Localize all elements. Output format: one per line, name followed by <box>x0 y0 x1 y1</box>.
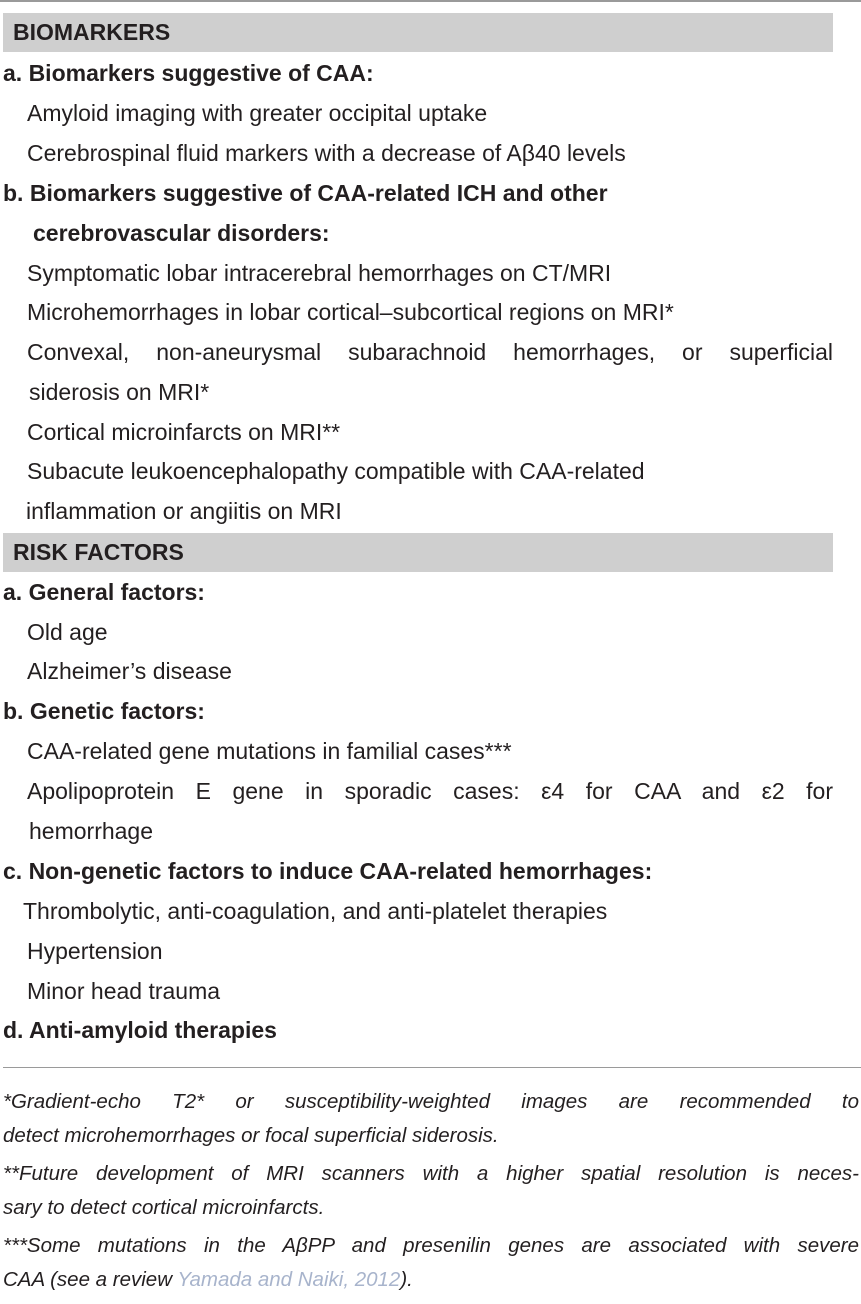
top-rule <box>0 0 861 2</box>
list-item: Minor head trauma <box>27 978 221 1004</box>
footnote-1-cont: detect microhemorrhages or focal superficial siderosis. <box>3 1124 499 1147</box>
list-item: Amyloid imaging with greater occipital uptake <box>27 100 488 126</box>
list-item: Convexal, non-aneurysmal subarachnoid hemorrhages, or superficial <box>27 339 833 365</box>
list-item-cont: inflammation or angiitis on MRI <box>26 498 342 524</box>
citation-link[interactable]: Yamada and Naiki, 2012 <box>177 1268 401 1291</box>
footnote-2-cont: sary to detect cortical microinfarcts. <box>3 1196 325 1219</box>
list-item-cont: siderosis on MRI* <box>29 379 210 405</box>
list-item: Subacute leukoencephalopathy compatible with CAA-related <box>27 458 645 484</box>
list-item: Hypertension <box>27 938 163 964</box>
list-item: Cerebrospinal fluid markers with a decrease of Aβ40 levels <box>27 140 626 166</box>
footnote-3-text: CAA (see a review <box>3 1268 178 1291</box>
footnote-2: **Future development of MRI scanners with a higher spatial resolution is neces- <box>3 1162 859 1185</box>
risk-c-title: c. Non-genetic factors to induce CAA-related hemorrhages: <box>3 858 653 884</box>
footnote-3-cont <box>3 1263 859 1297</box>
biomarkers-b-title: b. Biomarkers suggestive of CAA-related ICH and other <box>3 180 608 206</box>
list-item: Microhemorrhages in lobar cortical–subcortical regions on MRI* <box>27 299 674 325</box>
list-item: Cortical microinfarcts on MRI** <box>27 419 341 445</box>
list-item: Thrombolytic, anti-coagulation, and anti-platelet therapies <box>23 898 608 924</box>
list-item: Old age <box>27 619 108 645</box>
risk-d-title: d. Anti-amyloid therapies <box>3 1017 277 1043</box>
biomarkers-b-title-cont: cerebrovascular disorders: <box>33 220 330 246</box>
biomarkers-header: BIOMARKERS <box>3 13 833 52</box>
list-item: Alzheimer’s disease <box>27 658 232 684</box>
risk-a-title: a. General factors: <box>3 579 205 605</box>
footnote-3: ***Some mutations in the AβPP and presenilin genes are associated with severe <box>3 1234 859 1257</box>
footnote-1: *Gradient-echo T2* or susceptibility-weighted images are recommended to <box>3 1090 859 1113</box>
risk-factors-header: RISK FACTORS <box>3 533 833 572</box>
list-item: CAA-related gene mutations in familial cases*** <box>27 738 512 764</box>
list-item: Apolipoprotein E gene in sporadic cases: ε4 for CAA and ε2 for <box>27 778 833 804</box>
risk-b-title: b. Genetic factors: <box>3 698 205 724</box>
footnote-divider <box>3 1067 861 1068</box>
biomarkers-a-title: a. Biomarkers suggestive of CAA: <box>3 60 374 86</box>
footnote-3-end: ). <box>400 1268 413 1291</box>
list-item: Symptomatic lobar intracerebral hemorrhages on CT/MRI <box>27 260 612 286</box>
list-item-cont: hemorrhage <box>29 818 154 844</box>
